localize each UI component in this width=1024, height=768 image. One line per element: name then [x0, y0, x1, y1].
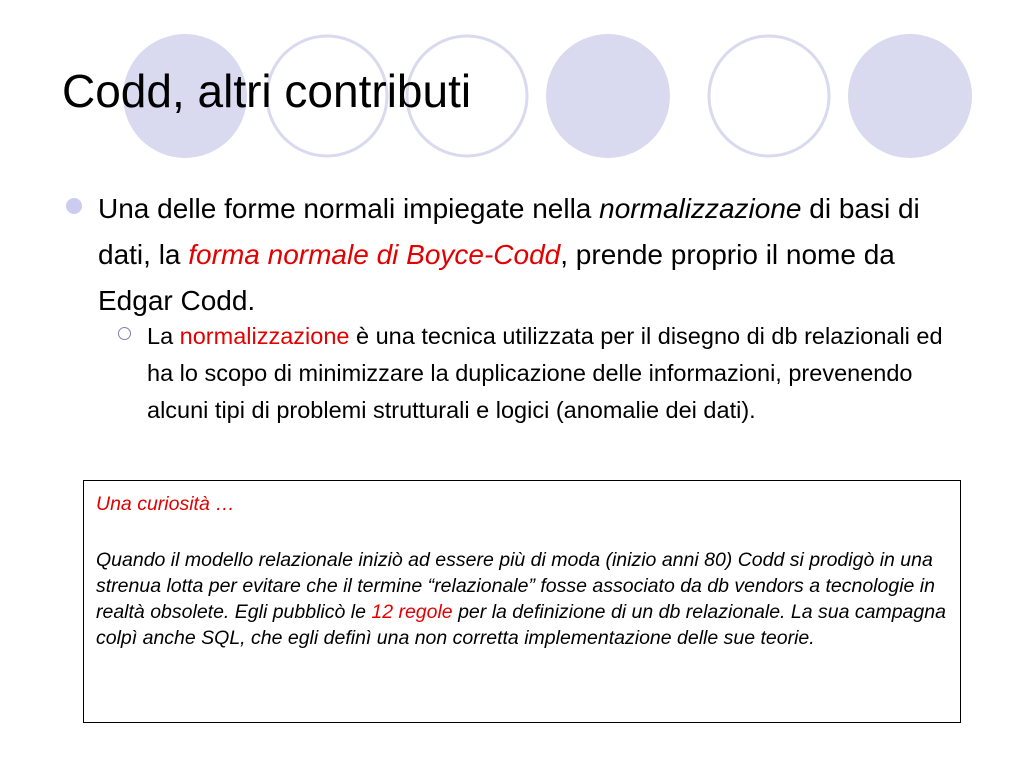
curiosity-heading: Una curiosità … [96, 493, 235, 515]
slide-title: Codd, altri contributi [62, 65, 472, 117]
bullet-ring-icon [118, 327, 131, 340]
bullet2-highlight: normalizzazione [179, 323, 350, 349]
circle-filled-2 [546, 34, 670, 158]
bullet1-emphasis-normalizzazione: normalizzazione [599, 193, 802, 224]
bullet-level1-text [98, 186, 968, 324]
curiosity-body-pre: Quando il modello relazionale iniziò ad essere più di moda (inizio anni 80) Codd si prodigò in una strenua lotta per evitare che il termine “relazionale” fosse associato da db vendors a tecnologie in realtà obsolete. Egli pubblicò le [96, 549, 935, 623]
curiosity-box [83, 480, 961, 723]
circle-filled-3 [848, 34, 972, 158]
circle-ring-3 [709, 36, 829, 156]
curiosity-body-post: per la definizione di un db relazionale. La sua campagna colpì anche SQL, che egli definì una non corretta implementazione delle sue teorie. [96, 601, 946, 649]
bullet1-text-pre: Una delle forme normali impiegate nella [98, 193, 600, 224]
bullet1-emphasis-bcnf: forma normale di Boyce-Codd [188, 239, 561, 270]
bullet1-text-post: , prende proprio il nome da Edgar Codd. [98, 239, 895, 316]
curiosity-body [96, 547, 948, 651]
bullet-dot-icon [66, 198, 82, 214]
bullet1-text-mid: di basi di dati, la [98, 193, 920, 270]
curiosity-highlight: 12 regole [371, 601, 453, 623]
bullet2-text-pre: La [147, 323, 180, 349]
bullet-level2-text [147, 318, 967, 429]
bullet2-text-post: è una tecnica utilizzata per il disegno di db relazionali ed ha lo scopo di minimizzare la duplicazione delle informazioni, prevenendo alcuni tipi di problemi strutturali e logici (anomalie dei dati). [147, 323, 943, 423]
